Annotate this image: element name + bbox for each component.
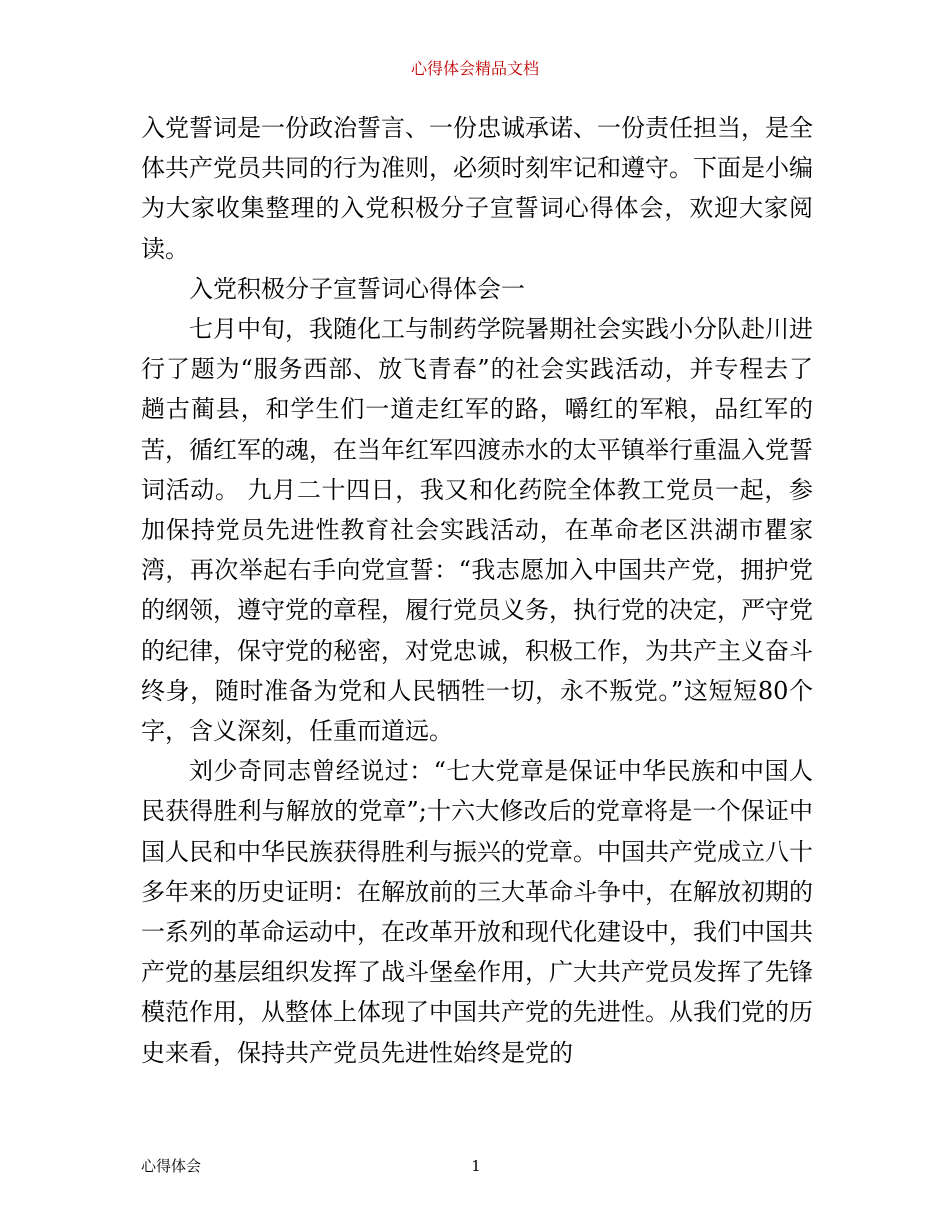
body-paragraph-1: 七月中旬，我随化工与制药学院暑期社会实践小分队赴川进行了题为“服务西部、放飞青春”的社会实践活动，并专程去了趟古蔺县，和学生们一道走红军的路，嚼红的军粮，品红军的苦，循红军的魂，在当年红军四渡赤水的太平镇举行重温入党誓词活动。 九月二十四日，我又和化药院全体教工党员一起，参加保持党员先进性教育社会实践活动，在革命老区洪湖市瞿家湾，再次举起右手向党宣誓：“我志愿加入中国共产党，拥护党的纲领，遵守党的章程，履行党员义务，执行党的决定，严守党的纪律，保守党的秘密，对党忠诚，积极工作，为共产主义奋斗终身，随时准备为党和人民牺牲一切，永不叛党。”这短短80个字，含义深刻，任重而道远。 bbox=[141, 315, 813, 746]
page-number: 1 bbox=[471, 1157, 481, 1175]
footer-label: 心得体会 bbox=[141, 1157, 202, 1175]
body-paragraph-2: 刘少奇同志曾经说过：“七大党章是保证中华民族和中国人民获得胜利与解放的党章”;十六大修改后的党章将是一个保证中国人民和中华民族获得胜利与振兴的党章。中国共产党成立八十多年来的历史证明：在解放前的三大革命斗争中，在解放初期的一系列的革命运动中，在改革开放和现代化建设中，我们中国共产党的基层组织发挥了战斗堡垒作用，广大共产党员发挥了先锋模范作用，从整体上体现了中国共产党的先进性。从我们党的历史来看，保持共产党员先进性始终是党的 bbox=[141, 757, 813, 1067]
document-body bbox=[141, 108, 813, 1073]
intro-paragraph: 入党誓词是一份政治誓言、一份忠诚承诺、一份责任担当，是全体共产党员共同的行为准则，必须时刻牢记和遵守。下面是小编为大家收集整理的入党积极分子宣誓词心得体会，欢迎大家阅读。 bbox=[141, 114, 813, 263]
section-title: 入党积极分子宣誓词心得体会一 bbox=[189, 274, 525, 303]
page-header-title: 心得体会精品文档 bbox=[410, 59, 539, 78]
